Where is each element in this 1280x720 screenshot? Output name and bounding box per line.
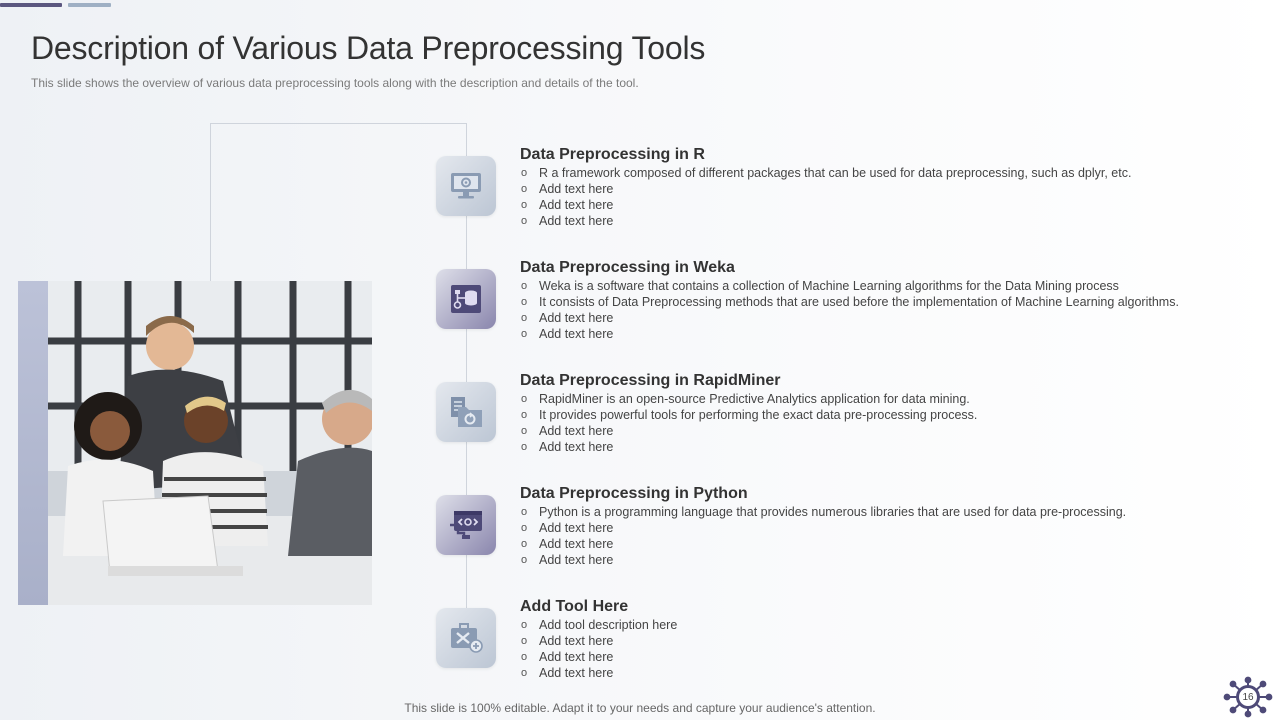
list-item: o RapidMiner is an open-source Predictive Analytics application for data mining. bbox=[520, 391, 1260, 407]
tool-item-r bbox=[520, 145, 1260, 229]
list-item: o R a framework composed of different packages that can be used for data preprocessing, such as dplyr, etc. bbox=[520, 165, 1260, 181]
tool-heading: Data Preprocessing in R bbox=[520, 146, 705, 163]
team-photo bbox=[48, 281, 372, 605]
list-item: o Add text here bbox=[520, 213, 1260, 229]
tool-heading: Add Tool Here bbox=[520, 598, 629, 615]
accent-bar-light bbox=[68, 3, 111, 7]
list-item: o Weka is a software that contains a collection of Machine Learning algorithms for the Data Mining process bbox=[520, 278, 1260, 294]
toolbox-plus-icon bbox=[436, 608, 496, 668]
tool-heading: Data Preprocessing in Python bbox=[520, 485, 748, 502]
tool-item-weka bbox=[520, 258, 1260, 342]
list-item: o Add text here bbox=[520, 197, 1260, 213]
list-item: o Add text here bbox=[520, 552, 1260, 568]
database-workflow-icon bbox=[436, 269, 496, 329]
tool-item-python bbox=[520, 484, 1260, 568]
document-folder-icon bbox=[436, 382, 496, 442]
list-item: o Add text here bbox=[520, 536, 1260, 552]
photo-accent-strip bbox=[18, 281, 50, 605]
list-item: o It provides powerful tools for performing the exact data pre-processing process. bbox=[520, 407, 1260, 423]
tool-item-add-tool bbox=[520, 597, 1260, 681]
tool-heading: Data Preprocessing in RapidMiner bbox=[520, 372, 781, 389]
tool-heading: Data Preprocessing in Weka bbox=[520, 259, 735, 276]
list-item: o Add text here bbox=[520, 665, 1260, 681]
slide-subtitle: This slide shows the overview of various data preprocessing tools along with the description and details of the tool. bbox=[31, 76, 639, 90]
monitor-gear-icon bbox=[436, 156, 496, 216]
list-item: o Add text here bbox=[520, 520, 1260, 536]
list-item: o Add text here bbox=[520, 649, 1260, 665]
list-item: o Python is a programming language that provides numerous libraries that are used for data pre-processing. bbox=[520, 504, 1260, 520]
list-item: o Add tool description here bbox=[520, 617, 1260, 633]
team-photo-illustration bbox=[48, 281, 372, 605]
page-number: 16 bbox=[1242, 692, 1254, 703]
list-item: o It consists of Data Preprocessing methods that are used before the implementation of Machine Learning algorithms. bbox=[520, 294, 1260, 310]
slide-title: Description of Various Data Preprocessing Tools bbox=[31, 30, 706, 66]
list-item: o Add text here bbox=[520, 423, 1260, 439]
accent-bar-dark bbox=[0, 3, 62, 7]
tool-item-rapidminer bbox=[520, 371, 1260, 455]
slide-footer: This slide is 100% editable. Adapt it to your needs and capture your audience's attention. bbox=[404, 701, 876, 715]
list-item: o Add text here bbox=[520, 439, 1260, 455]
list-item: o Add text here bbox=[520, 181, 1260, 197]
code-window-icon bbox=[436, 495, 496, 555]
list-item: o Add text here bbox=[520, 326, 1260, 342]
list-item: o Add text here bbox=[520, 633, 1260, 649]
list-item: o Add text here bbox=[520, 310, 1260, 326]
